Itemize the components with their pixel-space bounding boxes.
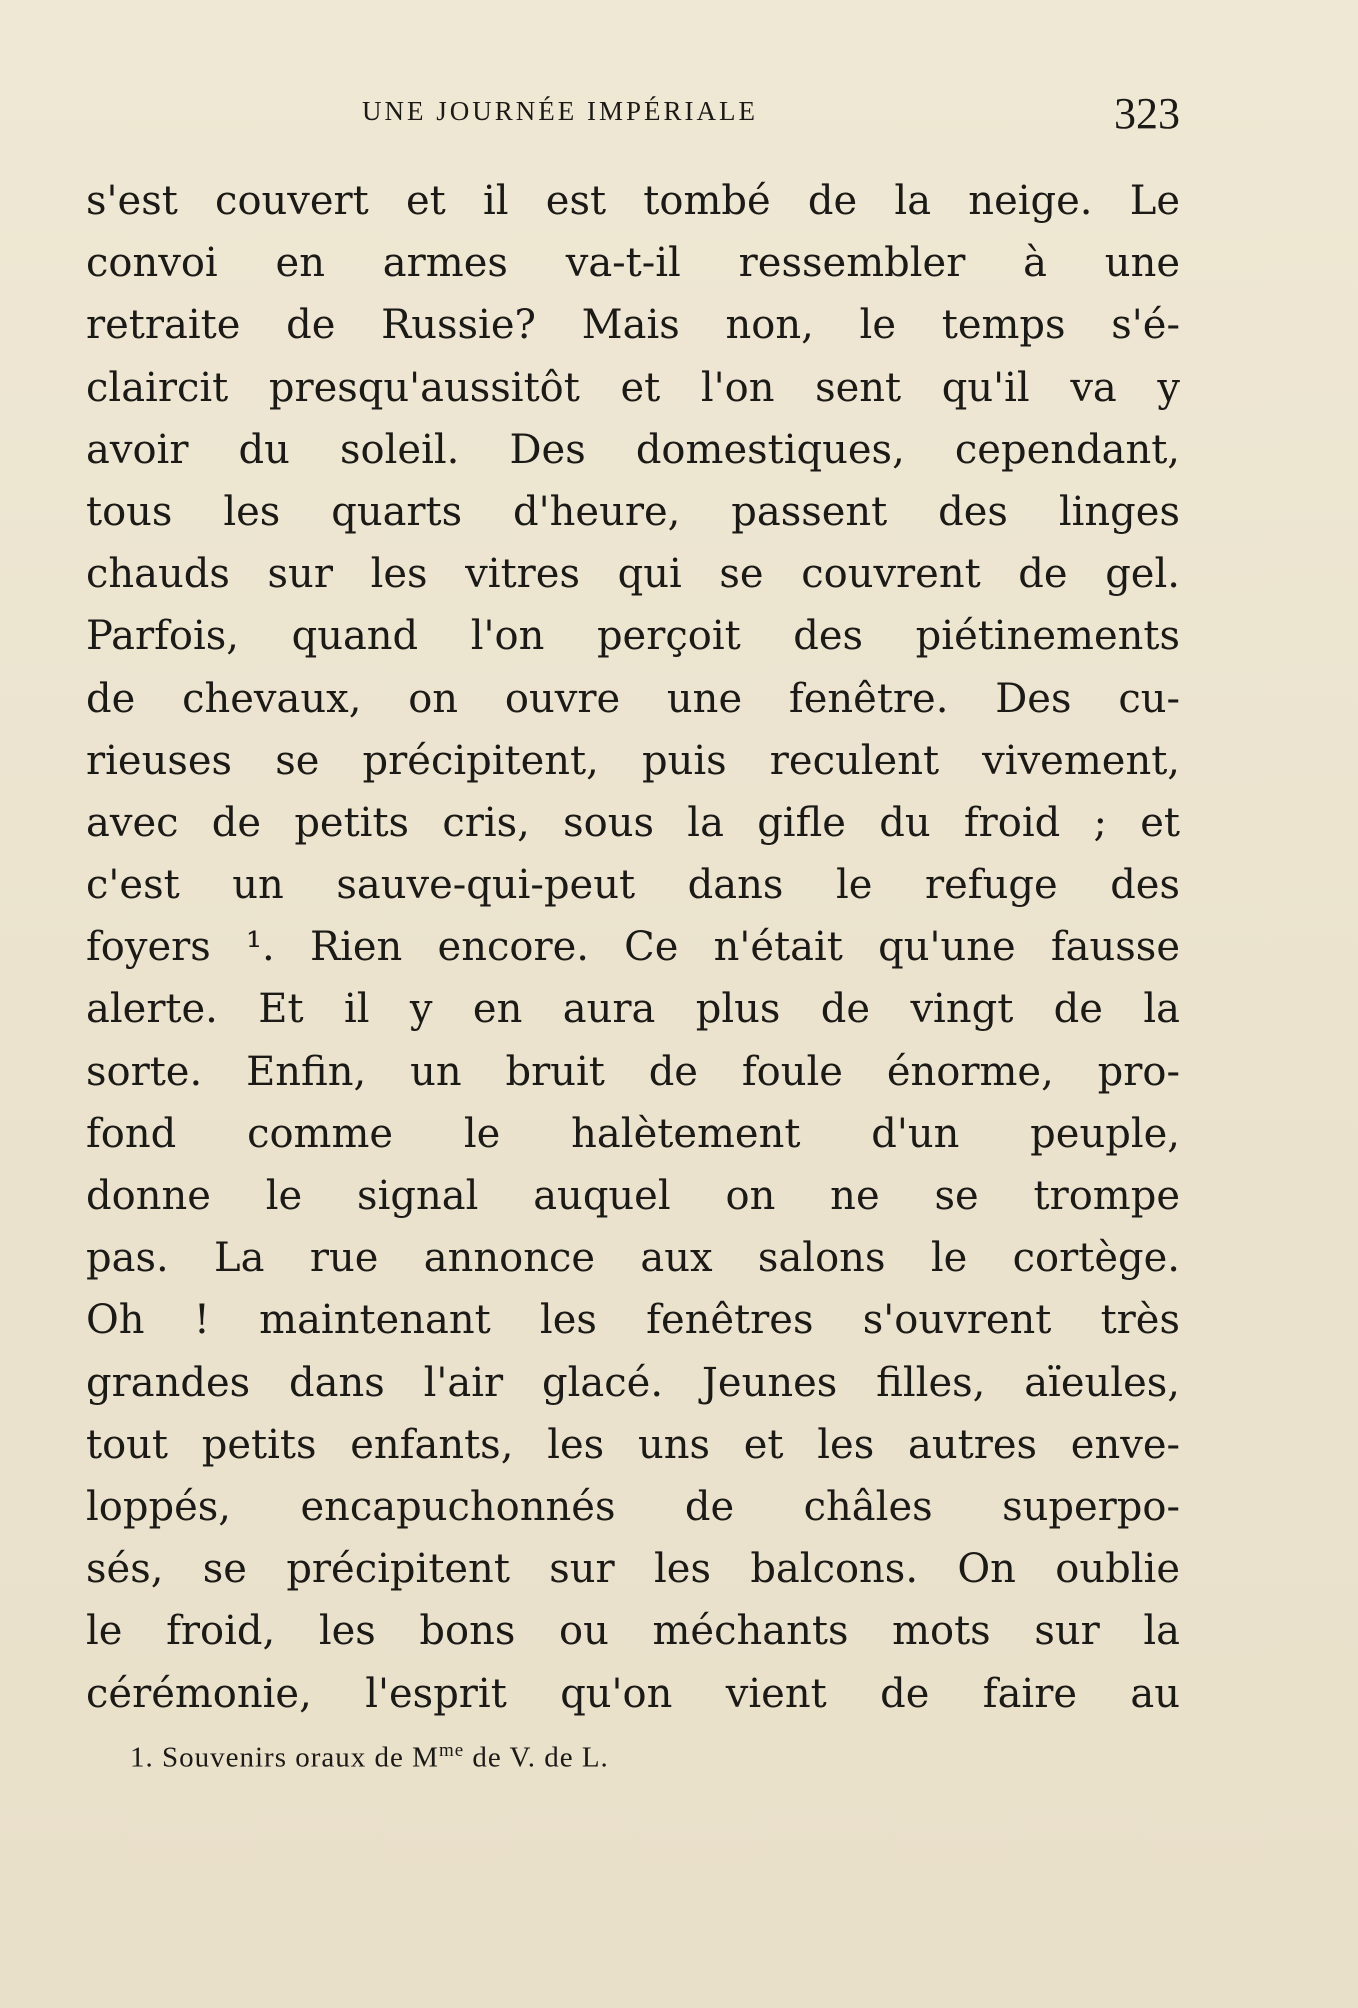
text-line: Oh ! maintenant les fenêtres s'ouvrent très bbox=[86, 1297, 1180, 1344]
text-line: c'est un sauve-qui-peut dans le refuge des bbox=[86, 862, 1180, 909]
text-line: alerte. Et il y en aura plus de vingt de la bbox=[86, 986, 1180, 1033]
text-line: cérémonie, l'esprit qu'on vient de faire au bbox=[86, 1670, 1180, 1717]
footnote-text-end: de V. de L. bbox=[464, 1741, 609, 1774]
text-line: de chevaux, on ouvre une fenêtre. Des cu- bbox=[86, 675, 1180, 722]
text-line: loppés, encapuchonnés de châles superpo- bbox=[86, 1483, 1180, 1530]
text-line: pas. La rue annonce aux salons le cortège. bbox=[86, 1235, 1180, 1282]
page-number: 323 bbox=[1114, 89, 1180, 138]
body-text bbox=[86, 170, 1180, 1725]
footnote-text: Souvenirs oraux de M bbox=[162, 1741, 439, 1774]
text-line: convoi en armes va-t-il ressembler à une bbox=[86, 240, 1180, 287]
text-line: rieuses se précipitent, puis reculent vivement, bbox=[86, 737, 1180, 784]
text-line: sés, se précipitent sur les balcons. On oublie bbox=[86, 1546, 1180, 1593]
text-line: grandes dans l'air glacé. Jeunes filles, aïeules, bbox=[86, 1359, 1180, 1406]
text-line: sorte. Enfin, un bruit de foule énorme, pro- bbox=[86, 1048, 1180, 1095]
text-line: chauds sur les vitres qui se couvrent de gel. bbox=[86, 551, 1180, 598]
text-line: tous les quarts d'heure, passent des linges bbox=[86, 488, 1180, 535]
text-line: avec de petits cris, sous la gifle du froid ; et bbox=[86, 799, 1180, 846]
text-line: fond comme le halètement d'un peuple, bbox=[86, 1110, 1180, 1157]
footnote-marker: 1. bbox=[130, 1741, 154, 1774]
text-line: donne le signal auquel on ne se trompe bbox=[86, 1173, 1180, 1219]
footnote-superscript: me bbox=[438, 1740, 465, 1761]
text-line: tout petits enfants, les uns et les autres enve- bbox=[86, 1421, 1180, 1468]
running-title: UNE JOURNÉE IMPÉRIALE bbox=[362, 96, 758, 126]
text-line: claircit presqu'aussitôt et l'on sent qu'il va y bbox=[86, 364, 1180, 411]
running-header bbox=[86, 88, 1180, 138]
text-line: foyers ¹. Rien encore. Ce n'était qu'une fausse bbox=[86, 924, 1180, 971]
footnote bbox=[130, 1740, 609, 1775]
text-line: le froid, les bons ou méchants mots sur la bbox=[86, 1608, 1180, 1655]
text-line: s'est couvert et il est tombé de la neige. Le bbox=[86, 178, 1180, 224]
text-line: retraite de Russie? Mais non, le temps s'é- bbox=[86, 302, 1180, 349]
text-line: Parfois, quand l'on perçoit des piétinements bbox=[86, 613, 1180, 660]
text-line: avoir du soleil. Des domestiques, cependant, bbox=[86, 426, 1180, 473]
